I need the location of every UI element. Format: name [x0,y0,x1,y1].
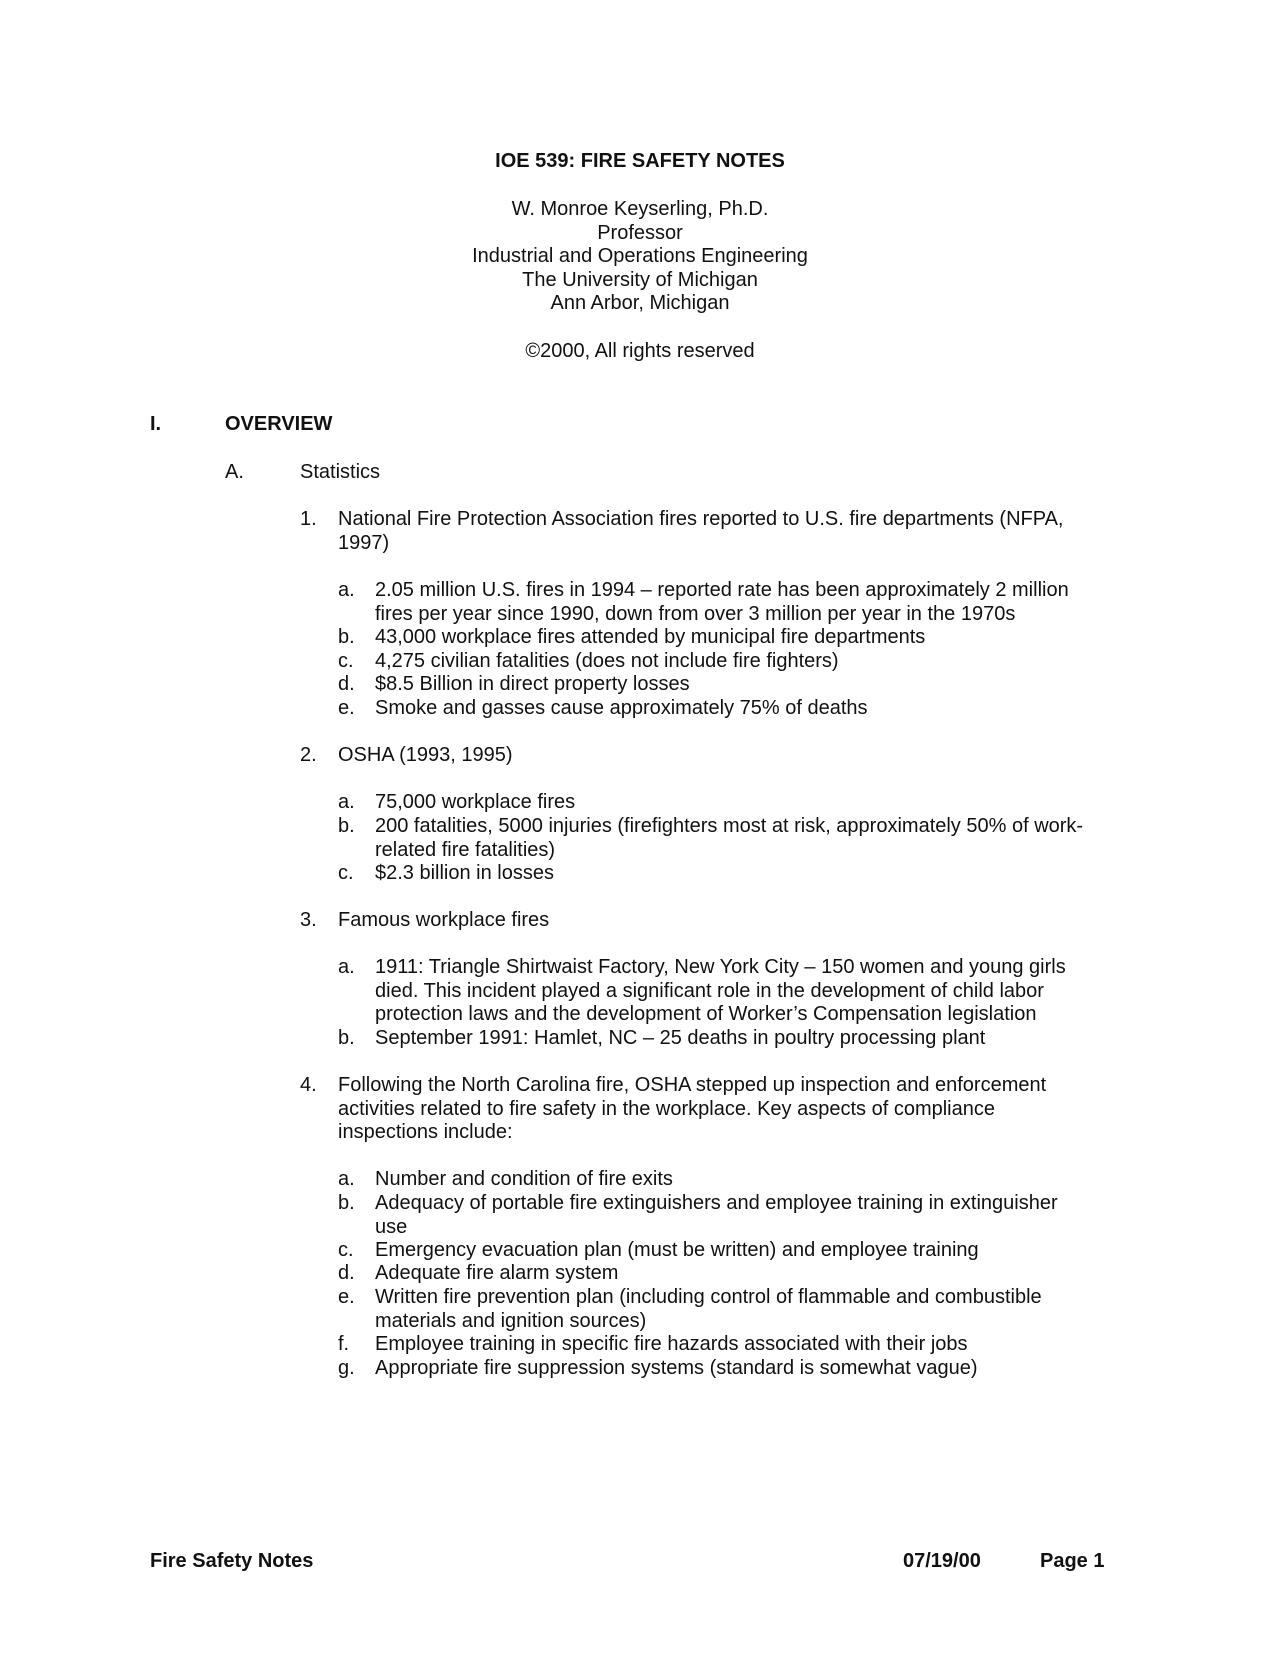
subitem-text-line: use [375,1215,408,1238]
subitem-text-line: 43,000 workplace fires attended by municipal fire departments [375,626,926,648]
subitem-letter: e. [338,1286,355,1308]
subitem-text-line: Appropriate fire suppression systems (standard is somewhat vague) [375,1357,978,1379]
copyright-notice: ©2000, All rights reserved [525,340,755,362]
subitem-letter: c. [338,1239,354,1261]
subitem-text-line: Written fire prevention plan (including control of flammable and combustible [375,1286,1042,1308]
item-text-line: Famous workplace fires [338,909,550,931]
subitem-letter: d. [338,1262,355,1284]
item-text-line: Following the North Carolina fire, OSHA stepped up inspection and enforcement [338,1074,1047,1096]
list-item [338,1074,1046,1145]
subitem-letter: b. [338,626,355,648]
list-item [375,956,1066,1027]
subsection-letter: A. [225,461,244,483]
list-item [375,1286,1042,1333]
subitem-text-line: 200 fatalities, 5000 injuries (firefighters most at risk, approximately 50% of work- [375,815,1084,837]
subitem-letter: f. [338,1333,350,1355]
item-number: 3. [300,909,317,931]
subitem-text-line: $8.5 Billion in direct property losses [375,673,690,695]
subsection-heading: Statistics [300,461,381,483]
item-number: 1. [300,508,317,530]
subitem-letter: c. [338,650,354,672]
list-item [375,815,1083,862]
subitem-text-line: $2.3 billion in losses [375,862,554,884]
subitem-text-line: Emergency evacuation plan (must be written) and employee training [375,1239,979,1261]
footer-title: Fire Safety Notes [150,1550,314,1572]
subitem-text-line: September 1991: Hamlet, NC – 25 deaths in poultry processing plant [375,1027,986,1049]
subitem-letter: c. [338,862,354,884]
subitem-text-line: died. This incident played a significant role in the development of child labor [375,979,1044,1002]
item-number: 2. [300,744,317,766]
list-item [375,1192,1058,1239]
subitem-text-line: fires per year since 1990, down from over 3 million per year in the 1970s [375,602,1016,625]
subitem-text-line: 1911: Triangle Shirtwaist Factory, New York City – 150 women and young girls [375,956,1066,978]
subitem-letter: g. [338,1357,355,1379]
subitem-text-line: Adequacy of portable fire extinguishers and employee training in extinguisher [375,1192,1058,1214]
list-item [338,508,1064,555]
subitem-text-line: 2.05 million U.S. fires in 1994 – reported rate has been approximately 2 million [375,579,1069,601]
subitem-letter: a. [338,791,355,813]
subitem-text-line: related fire fatalities) [375,838,556,861]
subitem-text-line: Number and condition of fire exits [375,1168,673,1190]
footer-page-number: Page 1 [1040,1550,1105,1572]
subitem-text-line: 4,275 civilian fatalities (does not include fire fighters) [375,650,839,672]
section-heading: OVERVIEW [225,413,333,435]
document-title: IOE 539: FIRE SAFETY NOTES [495,150,785,172]
subitem-text-line: Adequate fire alarm system [375,1262,619,1284]
author-department: Industrial and Operations Engineering [472,245,808,267]
author-name: W. Monroe Keyserling, Ph.D. [511,198,769,220]
item-number: 4. [300,1074,317,1096]
item-text-line: National Fire Protection Association fires reported to U.S. fire departments (NFPA, [338,508,1064,530]
subitem-letter: a. [338,1168,355,1190]
author-city: Ann Arbor, Michigan [550,292,730,314]
subitem-text-line: Employee training in specific fire hazards associated with their jobs [375,1333,968,1355]
section-numeral: I. [150,413,162,435]
subitem-letter: e. [338,697,355,719]
author-university: The University of Michigan [522,269,758,291]
item-text-line: activities related to fire safety in the workplace. Key aspects of compliance [338,1097,995,1120]
footer-date: 07/19/00 [903,1550,981,1572]
subitem-letter: b. [338,815,355,837]
subitem-letter: d. [338,673,355,695]
subitem-text-line: protection laws and the development of Worker’s Compensation legislation [375,1003,1037,1025]
subitem-text-line: 75,000 workplace fires [375,791,576,813]
list-item [375,579,1069,626]
item-text-line: OSHA (1993, 1995) [338,744,513,766]
subitem-letter: b. [338,1027,355,1049]
author-position: Professor [597,222,683,244]
item-text-line: 1997) [338,531,390,554]
subitem-letter: a. [338,579,355,601]
subitem-text-line: materials and ignition sources) [375,1309,647,1332]
subitem-text-line: Smoke and gasses cause approximately 75% of deaths [375,697,868,719]
item-text-line: inspections include: [338,1121,513,1143]
subitem-letter: b. [338,1192,355,1214]
subitem-letter: a. [338,956,355,978]
